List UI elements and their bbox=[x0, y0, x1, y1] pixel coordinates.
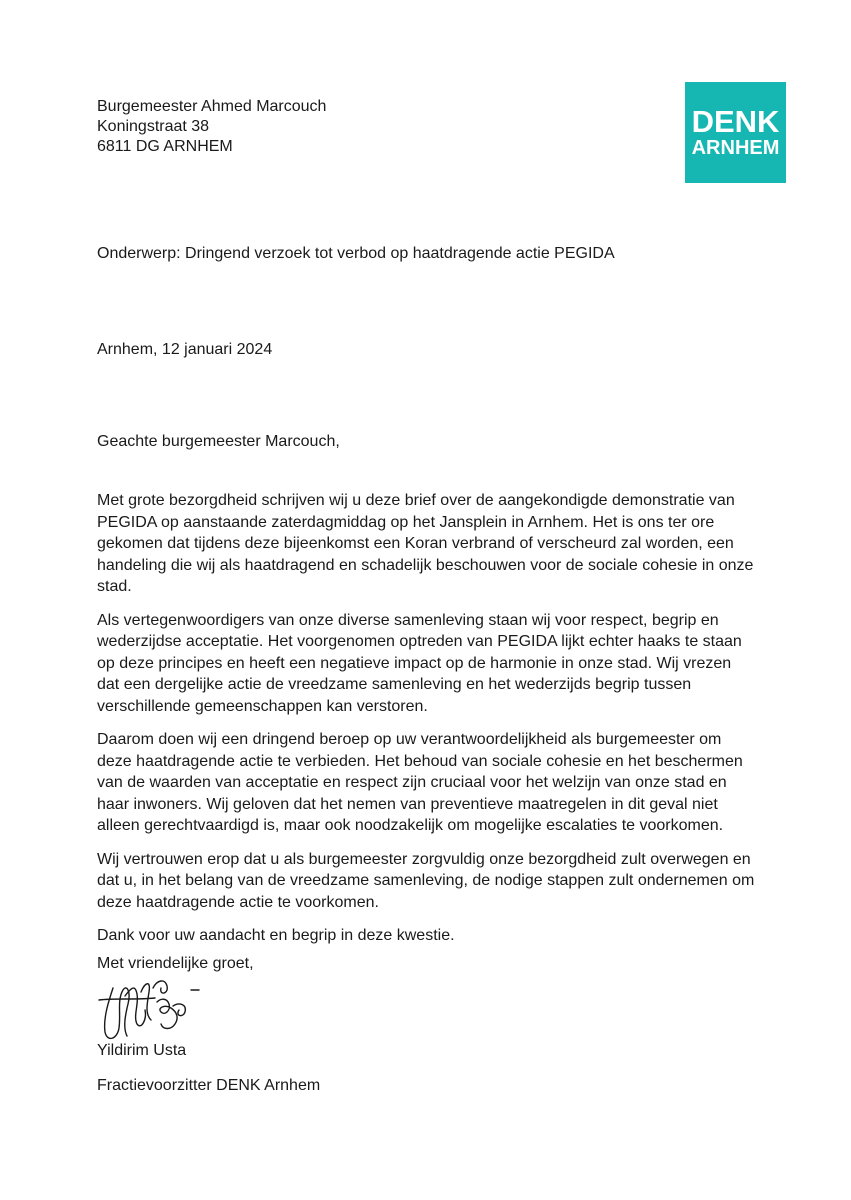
recipient-city: 6811 DG ARNHEM bbox=[97, 138, 233, 155]
body-paragraph: Daarom doen wij een dringend beroep op uw verantwoordelijkheid als burgemeester om deze haatdragende actie te verbieden. Het behoud van sociale cohesie en het beschermen van de waarden van acceptatie en respect zijn cruciaal voor het welzijn van onze stad en haar inwoners. Wij geloven dat het nemen van preventieve maatregelen in dit geval niet alleen gerechtvaardigd is, maar ook noodzakelijk om mogelijke escalaties te voorkomen. bbox=[97, 731, 743, 834]
body-paragraph: Met grote bezorgdheid schrijven wij u deze brief over de aangekondigde demonstratie van PEGIDA op aanstaande zaterdagmiddag op het Jansplein in Arnhem. Het is ons ter ore gekomen dat tijdens deze bijeenkomst een Koran verbrand of verscheurd zal worden, een handeling die wij als haatdragend en schadelijk beschouwen voor de sociale cohesie in onze stad. bbox=[97, 492, 754, 595]
logo-line-arnhem: ARNHEM bbox=[691, 136, 780, 159]
body-paragraph: Wij vertrouwen erop dat u als burgemeester zorgvuldig onze bezorgdheid zult overwegen en dat u, in het belang van de vreedzame samenleving, de nodige stappen zult ondernemen om deze haatdragende actie te voorkomen. bbox=[97, 850, 755, 911]
letter-body bbox=[97, 490, 757, 959]
signer-name: Yildirim Usta bbox=[97, 1042, 187, 1059]
recipient-name: Burgemeester Ahmed Marcouch bbox=[97, 98, 327, 115]
salutation: Geachte burgemeester Marcouch, bbox=[97, 433, 340, 450]
letter-subject: Onderwerp: Dringend verzoek tot verbod op haatdragende actie PEGIDA bbox=[97, 245, 615, 262]
body-paragraph: Als vertegenwoordigers van onze diverse samenleving staan wij voor respect, begrip en wederzijdse acceptatie. Het voorgenomen optreden van PEGIDA lijkt echter haaks te staan op deze principes en heeft een negatieve impact op de harmonie in onze stad. Wij vrezen dat een dergelijke actie de vreedzame samenleving en het wederzijds begrip tussen verschillende gemeenschappen kan verstoren. bbox=[97, 611, 742, 715]
recipient-street: Koningstraat 38 bbox=[97, 118, 210, 135]
recipient-address bbox=[97, 97, 326, 157]
denk-arnhem-logo bbox=[685, 82, 786, 183]
letter-date: Arnhem, 12 januari 2024 bbox=[97, 341, 273, 358]
logo-line-denk: DENK bbox=[691, 103, 780, 139]
body-paragraph: Dank voor uw aandacht en begrip in deze kwestie. bbox=[97, 927, 455, 944]
signer-role: Fractievoorzitter DENK Arnhem bbox=[97, 1077, 321, 1094]
closing: Met vriendelijke groet, bbox=[97, 955, 254, 972]
handwritten-signature bbox=[95, 970, 215, 1048]
